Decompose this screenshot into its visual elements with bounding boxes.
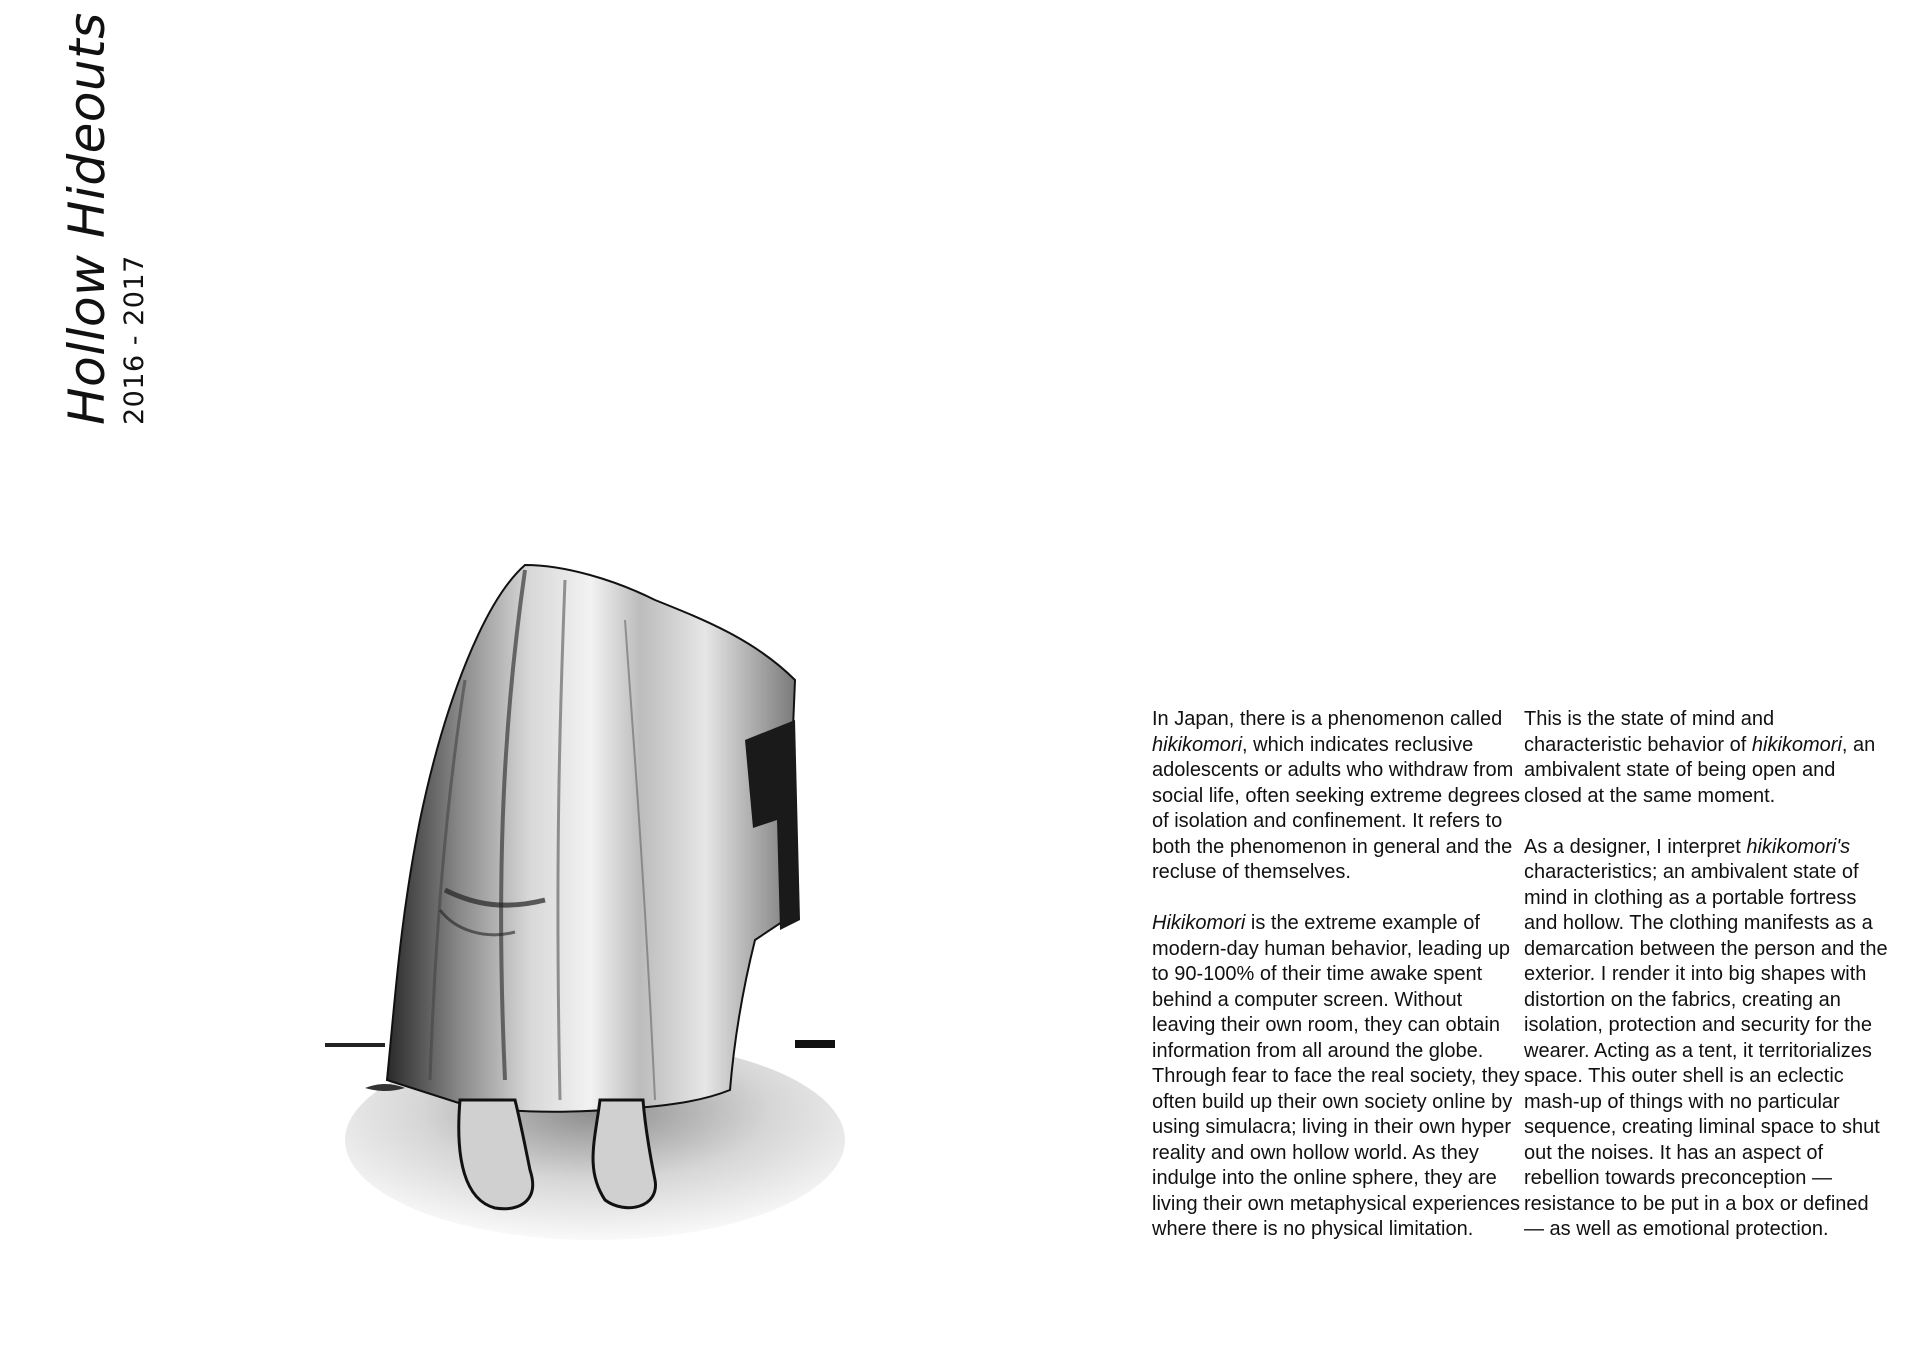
paragraph — [1524, 835, 1892, 1243]
title-block — [0, 0, 180, 450]
term-italic: Hikikomori — [1152, 912, 1246, 934]
floor-edge-left — [325, 1043, 385, 1047]
page-years: 2016 - 2017 — [119, 255, 150, 425]
page-title: Hollow Hideouts — [58, 12, 116, 425]
term-italic: hikikomori — [1751, 733, 1842, 756]
paragraph — [1152, 707, 1520, 886]
floor-edge-right — [795, 1040, 835, 1048]
text-run: , an ambivalent state of being open and closed at the same moment. — [1524, 733, 1876, 807]
text-column-left — [1152, 707, 1520, 1268]
text-run: is the extreme example of modern-day human behavior, leading up to 90-100% of their time awake spent behind a computer screen. Without leaving their own room, they can obtain information from all around the globe. Through fear to face the real society, they often build up their own society online by using simulacra; living in their own hyper reality and own hollow world. As they indulge into the online sphere, they are living their own metaphysical experiences where there is no physical limitation. — [1152, 912, 1520, 1240]
text-run: As a designer, I interpret — [1524, 835, 1747, 858]
cloth-drape — [387, 565, 795, 1112]
paragraph — [1524, 707, 1892, 809]
text-column-right — [1524, 707, 1892, 1268]
draped-figure-illustration — [325, 560, 870, 1315]
term-italic: hikikomori — [1152, 733, 1243, 756]
draped-figure-photo — [325, 560, 870, 1315]
text-run: This is the state of mind and characteristic behavior of — [1524, 708, 1775, 756]
text-run: In Japan, there is a phenomenon called — [1152, 708, 1503, 730]
text-run: , which indicates reclusive adolescents or adults who withdraw from social life, often seeking extreme degrees of isolation and confinement. It refers to both the phenomenon in general and the recluse of themselves. — [1152, 733, 1520, 883]
term-italic: hikikomori's — [1746, 835, 1851, 858]
paragraph — [1152, 911, 1520, 1243]
title-rotated-group — [56, 12, 152, 425]
text-run: characteristics; an ambivalent state of mind in clothing as a portable fortress and hollow. The clothing manifests as a demarcation between the person and the exterior. I render it into big shapes with distortion on the fabrics, creating an isolation, protection and security for the wearer. Acting as a tent, it territorializes space. This outer shell is an eclectic mash-up of things with no particular sequence, creating liminal space to shut out the noises. It has an aspect of rebellion towards preconception — resistance to be put in a box or defined — as well as emotional protection. — [1524, 861, 1888, 1240]
